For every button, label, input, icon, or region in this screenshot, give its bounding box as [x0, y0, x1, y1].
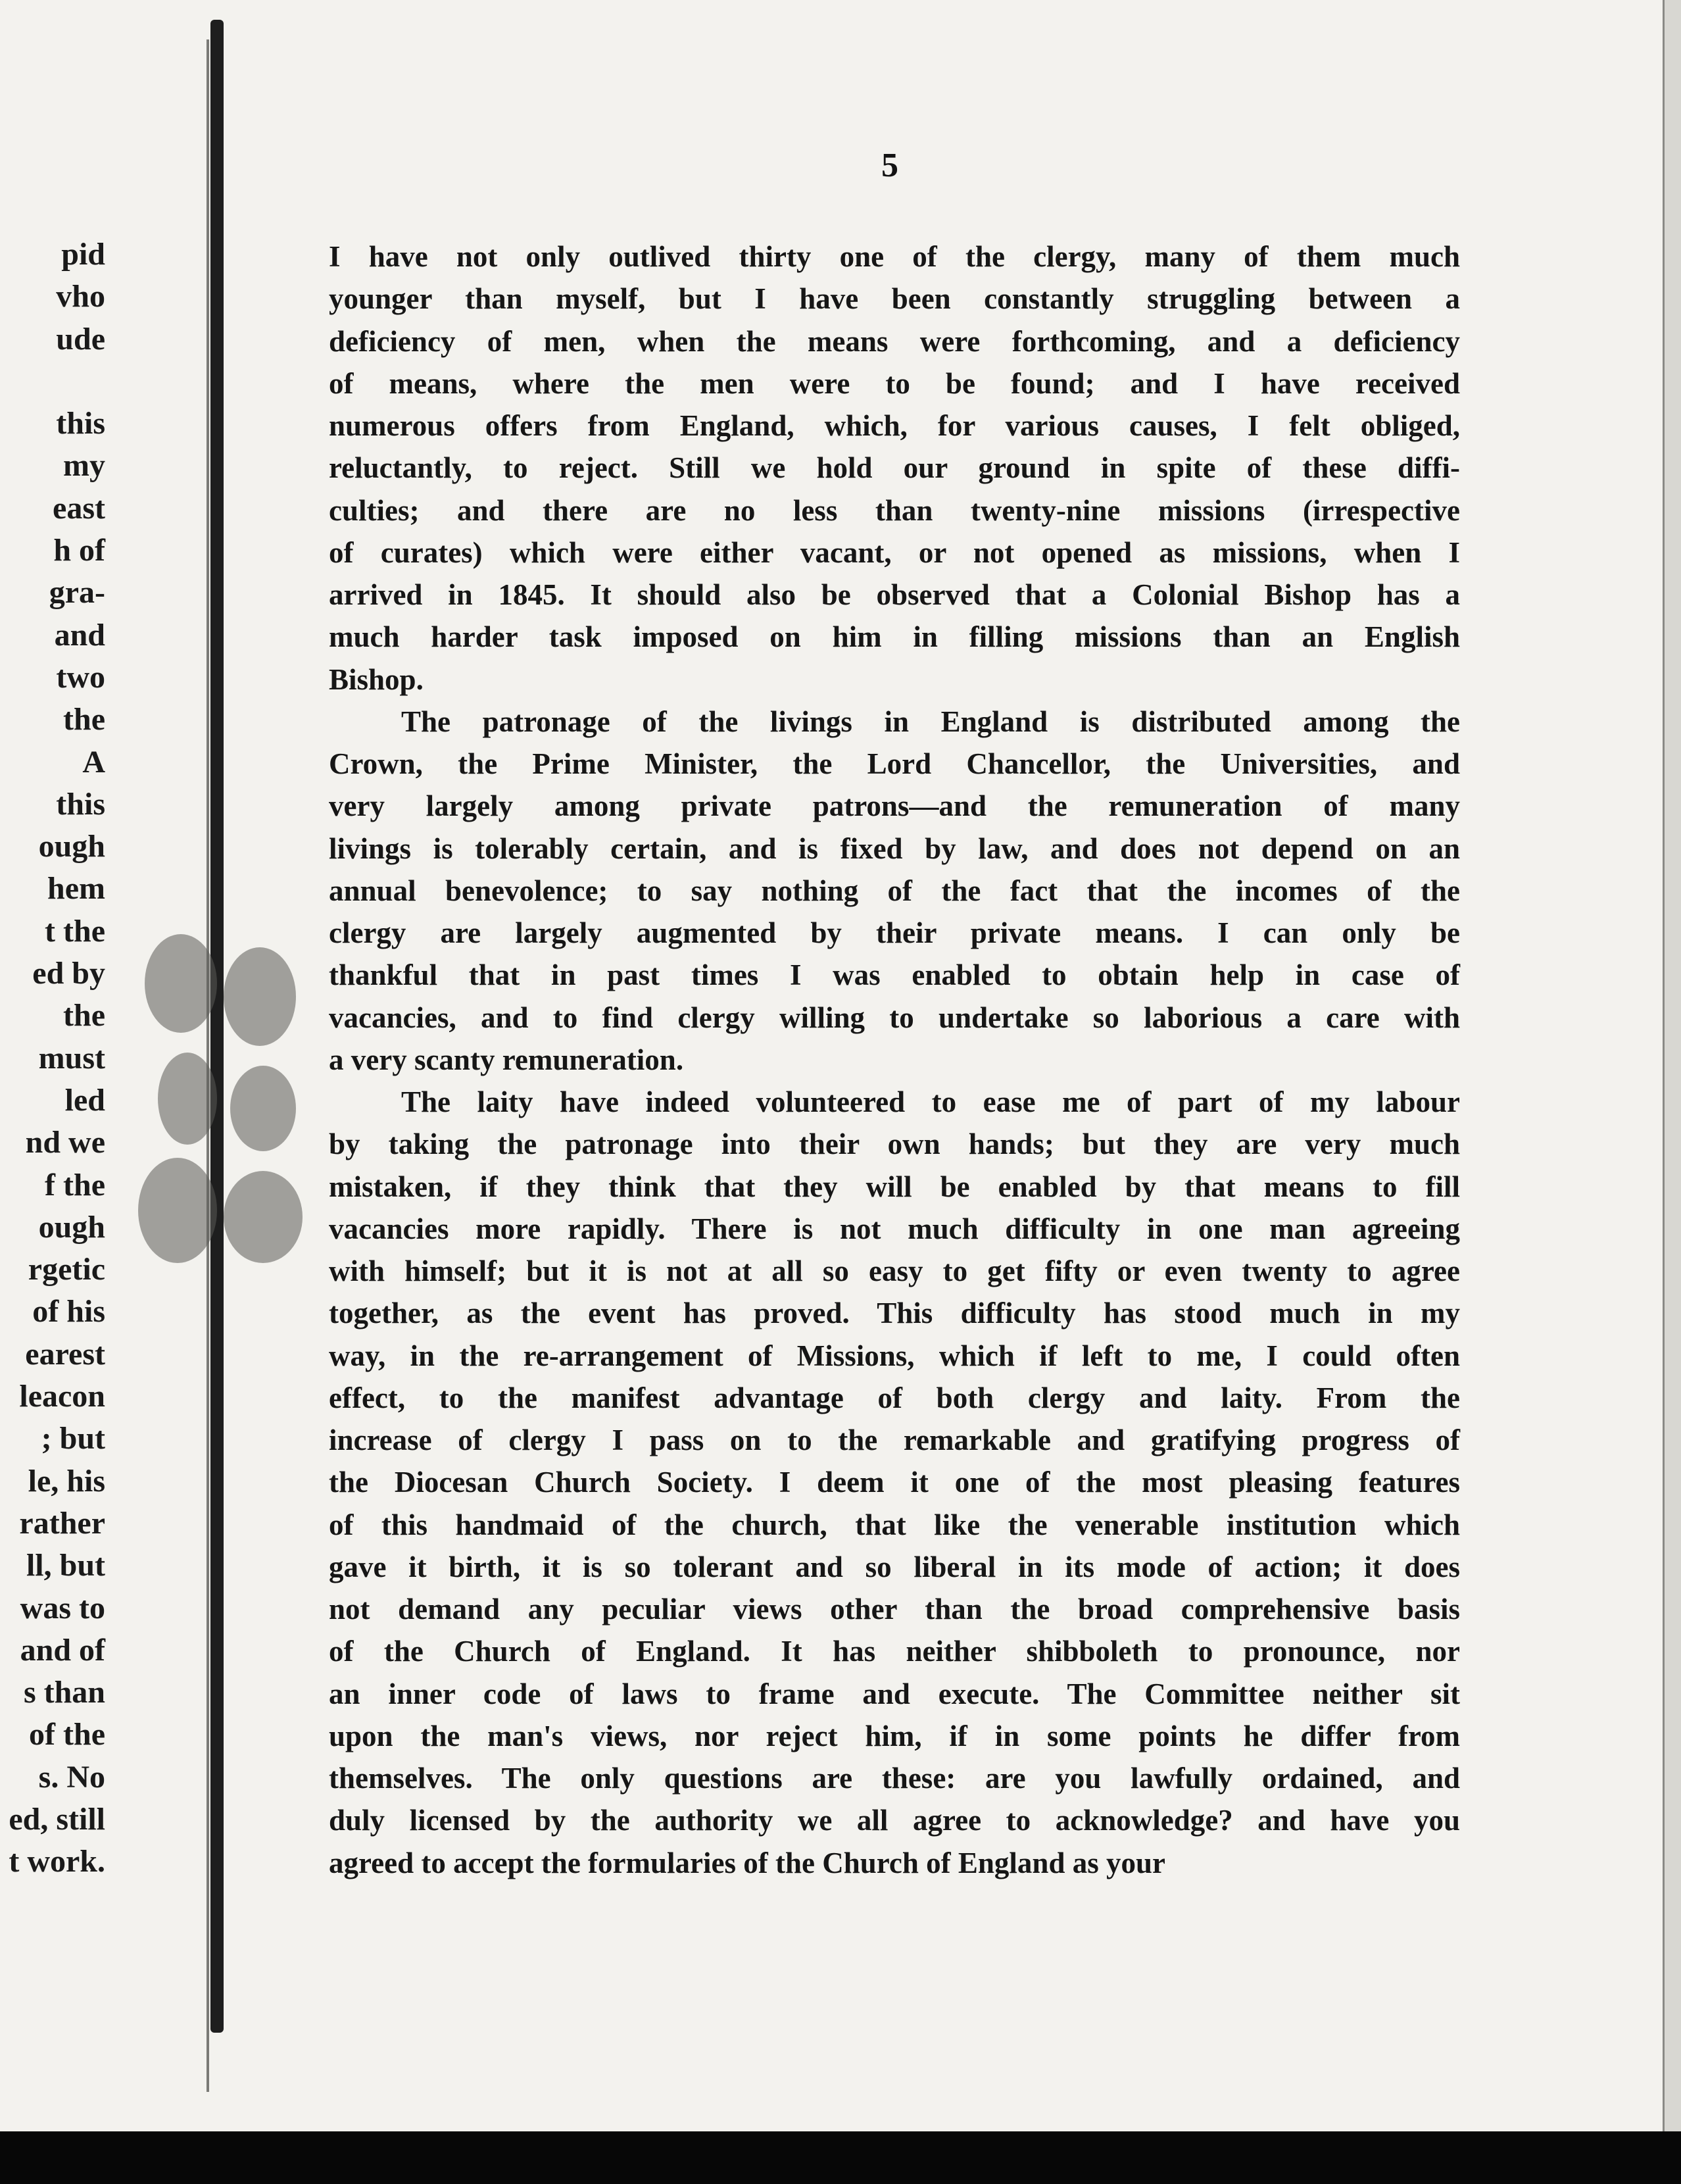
gutter-binding-line: [210, 20, 224, 2033]
text-line: upon the man's views, nor reject him, if in some points he differ from: [329, 1719, 1460, 1752]
left-column-line: s than: [23, 1675, 105, 1710]
text-line: increase of clergy I pass on to the remarkable and gratifying progress of: [329, 1424, 1460, 1456]
text-line: deficiency of men, when the means were forthcoming, and a deficiency: [329, 324, 1460, 358]
left-column-line: gra-: [49, 575, 105, 610]
left-column-line: t work.: [9, 1844, 105, 1879]
text-line: reluctantly, to reject. Still we hold our ground in spite of these diffi-: [329, 451, 1460, 485]
text-line: Bishop.: [329, 662, 424, 696]
text-line: I have not only outlived thirty one of the clergy, many of them much: [329, 240, 1460, 273]
left-column-line: led: [64, 1082, 105, 1118]
paragraph: [329, 701, 1460, 1081]
left-column-line: ough: [38, 1209, 105, 1245]
left-column-line: ; but: [41, 1421, 105, 1456]
left-column-line: ude: [56, 321, 105, 357]
left-column-line: earest: [25, 1336, 105, 1372]
left-column-line: vho: [56, 279, 105, 314]
text-line: numerous offers from England, which, for various causes, I felt obliged,: [329, 409, 1460, 442]
left-column-line: f the: [45, 1167, 105, 1203]
left-column-line: and of: [20, 1632, 105, 1668]
text-line: of curates) which were either vacant, or not opened as missions, when I: [329, 535, 1460, 569]
left-column-line: ed by: [32, 956, 105, 991]
ink-blot: [145, 934, 217, 1033]
text-line: the Diocesan Church Society. I deem it one of the most pleasing features: [329, 1466, 1460, 1499]
text-line: very largely among private patrons—and the remuneration of many: [329, 789, 1460, 823]
left-column-line: [0, 360, 105, 403]
text-line: of the Church of England. It has neither shibboleth to pronounce, nor: [329, 1635, 1460, 1668]
paragraph: [329, 1081, 1460, 1884]
text-line: younger than myself, but I have been constantly struggling between a: [329, 282, 1460, 316]
left-column-line: my: [63, 448, 105, 484]
text-line: effect, to the manifest advantage of both clergy and laity. From the: [329, 1381, 1460, 1414]
left-column-line: of his: [32, 1294, 105, 1329]
left-column-line: ll, but: [26, 1548, 105, 1583]
body-text: [329, 236, 1460, 1884]
left-column-line: nd we: [25, 1125, 105, 1160]
text-line: The laity have indeed volunteered to ease me of part of my labour: [401, 1085, 1460, 1118]
right-page-edge: [1663, 0, 1681, 2131]
left-column-line: the: [63, 702, 105, 737]
left-column-line: h of: [53, 533, 105, 568]
left-column-line: of the: [29, 1717, 105, 1752]
left-column-line: leacon: [19, 1379, 105, 1414]
text-line: thankful that in past times I was enabled to obtain help in case of: [329, 958, 1460, 992]
ink-blot: [230, 1066, 296, 1151]
text-line: of means, where the men were to be found; and I have received: [329, 366, 1460, 400]
text-line: with himself; but it is not at all so easy to get fifty or even twenty to agree: [329, 1254, 1460, 1287]
text-line: mistaken, if they think that they will be enabled by that means to fill: [329, 1170, 1460, 1203]
page-number: 5: [881, 147, 898, 184]
ink-blot: [138, 1158, 217, 1263]
paragraph: [329, 236, 1460, 701]
text-line: by taking the patronage into their own hands; but they are very much: [329, 1128, 1460, 1161]
text-line: culties; and there are no less than twenty-nine missions (irrespective: [329, 493, 1460, 527]
left-column-line: pid: [61, 237, 105, 272]
left-column-line: ed, still: [9, 1801, 105, 1837]
left-column-line: and: [54, 617, 105, 653]
left-column-line: two: [56, 659, 105, 695]
text-line: agreed to accept the formularies of the Church of England as your: [329, 1846, 1165, 1879]
text-line: Crown, the Prime Minister, the Lord Chancellor, the Universities, and: [329, 747, 1460, 780]
text-line: annual benevolence; to say nothing of the fact that the incomes of the: [329, 874, 1460, 907]
left-column-line: rgetic: [28, 1252, 105, 1287]
left-column-line: this: [56, 406, 105, 441]
text-line: a very scanty remuneration.: [329, 1043, 684, 1076]
text-line: duly licensed by the authority we all agree to acknowledge? and have you: [329, 1804, 1460, 1837]
left-column-line: s. No: [38, 1759, 105, 1795]
bottom-scan-border: [0, 2131, 1681, 2184]
text-line: livings is tolerably certain, and is fixed by law, and does not depend on an: [329, 831, 1460, 865]
text-line: together, as the event has proved. This difficulty has stood much in my: [329, 1297, 1460, 1330]
text-line: much harder task imposed on him in filling missions than an English: [329, 620, 1460, 654]
text-line: vacancies more rapidly. There is not much difficulty in one man agreeing: [329, 1212, 1460, 1245]
text-line: arrived in 1845. It should also be observed that a Colonial Bishop has a: [329, 578, 1460, 611]
left-column-line: t the: [45, 913, 105, 949]
left-column-line: ough: [38, 829, 105, 864]
left-column-line: east: [53, 490, 105, 526]
text-line: an inner code of laws to frame and execute. The Committee neither sit: [329, 1677, 1460, 1710]
left-column-line: the: [63, 998, 105, 1033]
ink-blot: [224, 1171, 303, 1263]
text-line: not demand any peculiar views other than the broad comprehensive basis: [329, 1593, 1460, 1626]
text-line: gave it birth, it is so tolerant and so liberal in its mode of action; it does: [329, 1550, 1460, 1583]
left-column-line: rather: [19, 1505, 105, 1541]
text-line: way, in the re-arrangement of Missions, which if left to me, I could often: [329, 1339, 1460, 1372]
left-column-line: this: [56, 786, 105, 822]
binding-gutter: [184, 0, 270, 2131]
text-line: of this handmaid of the church, that like the venerable institution which: [329, 1508, 1460, 1541]
left-column-line: hem: [47, 871, 105, 906]
left-column-line: le, his: [28, 1463, 105, 1499]
left-column-line: A: [82, 744, 105, 780]
left-column-line: was to: [20, 1590, 105, 1626]
ink-blot: [224, 947, 296, 1046]
text-line: The patronage of the livings in England is distributed among the: [401, 705, 1460, 738]
adjacent-page-text: [0, 234, 105, 1883]
left-column-line: must: [38, 1040, 105, 1076]
text-line: vacancies, and to find clergy willing to undertake so laborious a care with: [329, 1001, 1460, 1034]
ink-blot: [158, 1053, 217, 1145]
text-line: themselves. The only questions are these: are you lawfully ordained, and: [329, 1762, 1460, 1795]
text-line: clergy are largely augmented by their private means. I can only be: [329, 916, 1460, 949]
